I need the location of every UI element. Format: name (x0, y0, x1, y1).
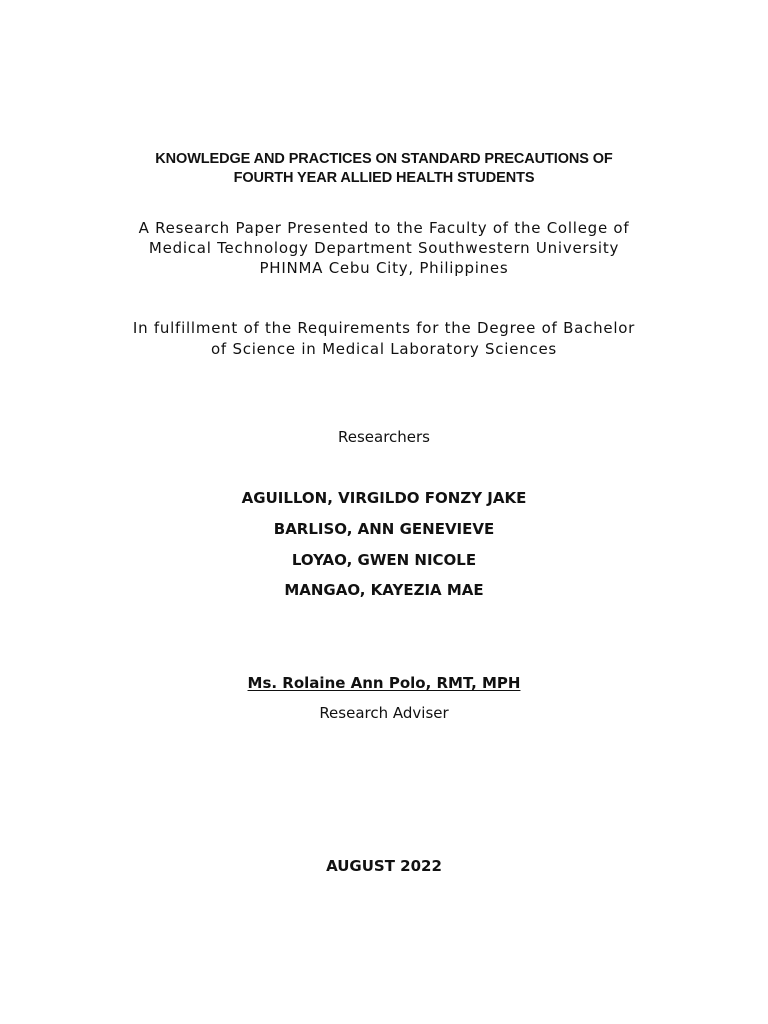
researchers-heading: Researchers (337, 428, 430, 446)
researcher-name: BARLISO, ANN GENEVIEVE (273, 520, 495, 538)
fulfillment-line-1: In fulfillment of the Requirements for the Degree of Bachelor (132, 319, 636, 337)
researcher-name: LOYAO, GWEN NICOLE (291, 551, 477, 569)
paper-title-line-2: FOURTH YEAR ALLIED HEALTH STUDENTS (233, 170, 535, 186)
presentation-line-3: PHINMA Cebu City, Philippines (259, 259, 509, 277)
adviser-role: Research Adviser (319, 704, 449, 722)
presentation-line-2: Medical Technology Department Southwestern University (148, 239, 620, 257)
researcher-name: AGUILLON, VIRGILDO FONZY JAKE (241, 489, 527, 507)
fulfillment-line-2: of Science in Medical Laboratory Sciences (210, 340, 557, 358)
researcher-name: MANGAO, KAYEZIA MAE (284, 581, 484, 599)
submission-date: AUGUST 2022 (326, 857, 442, 875)
paper-title-line-1: KNOWLEDGE AND PRACTICES ON STANDARD PRECAUTIONS OF (155, 151, 613, 167)
presentation-line-1: A Research Paper Presented to the Faculty of the College of (138, 219, 630, 237)
adviser-name-line (0, 673, 768, 693)
adviser-name: Ms. Rolaine Ann Polo, RMT, MPH (247, 674, 521, 692)
